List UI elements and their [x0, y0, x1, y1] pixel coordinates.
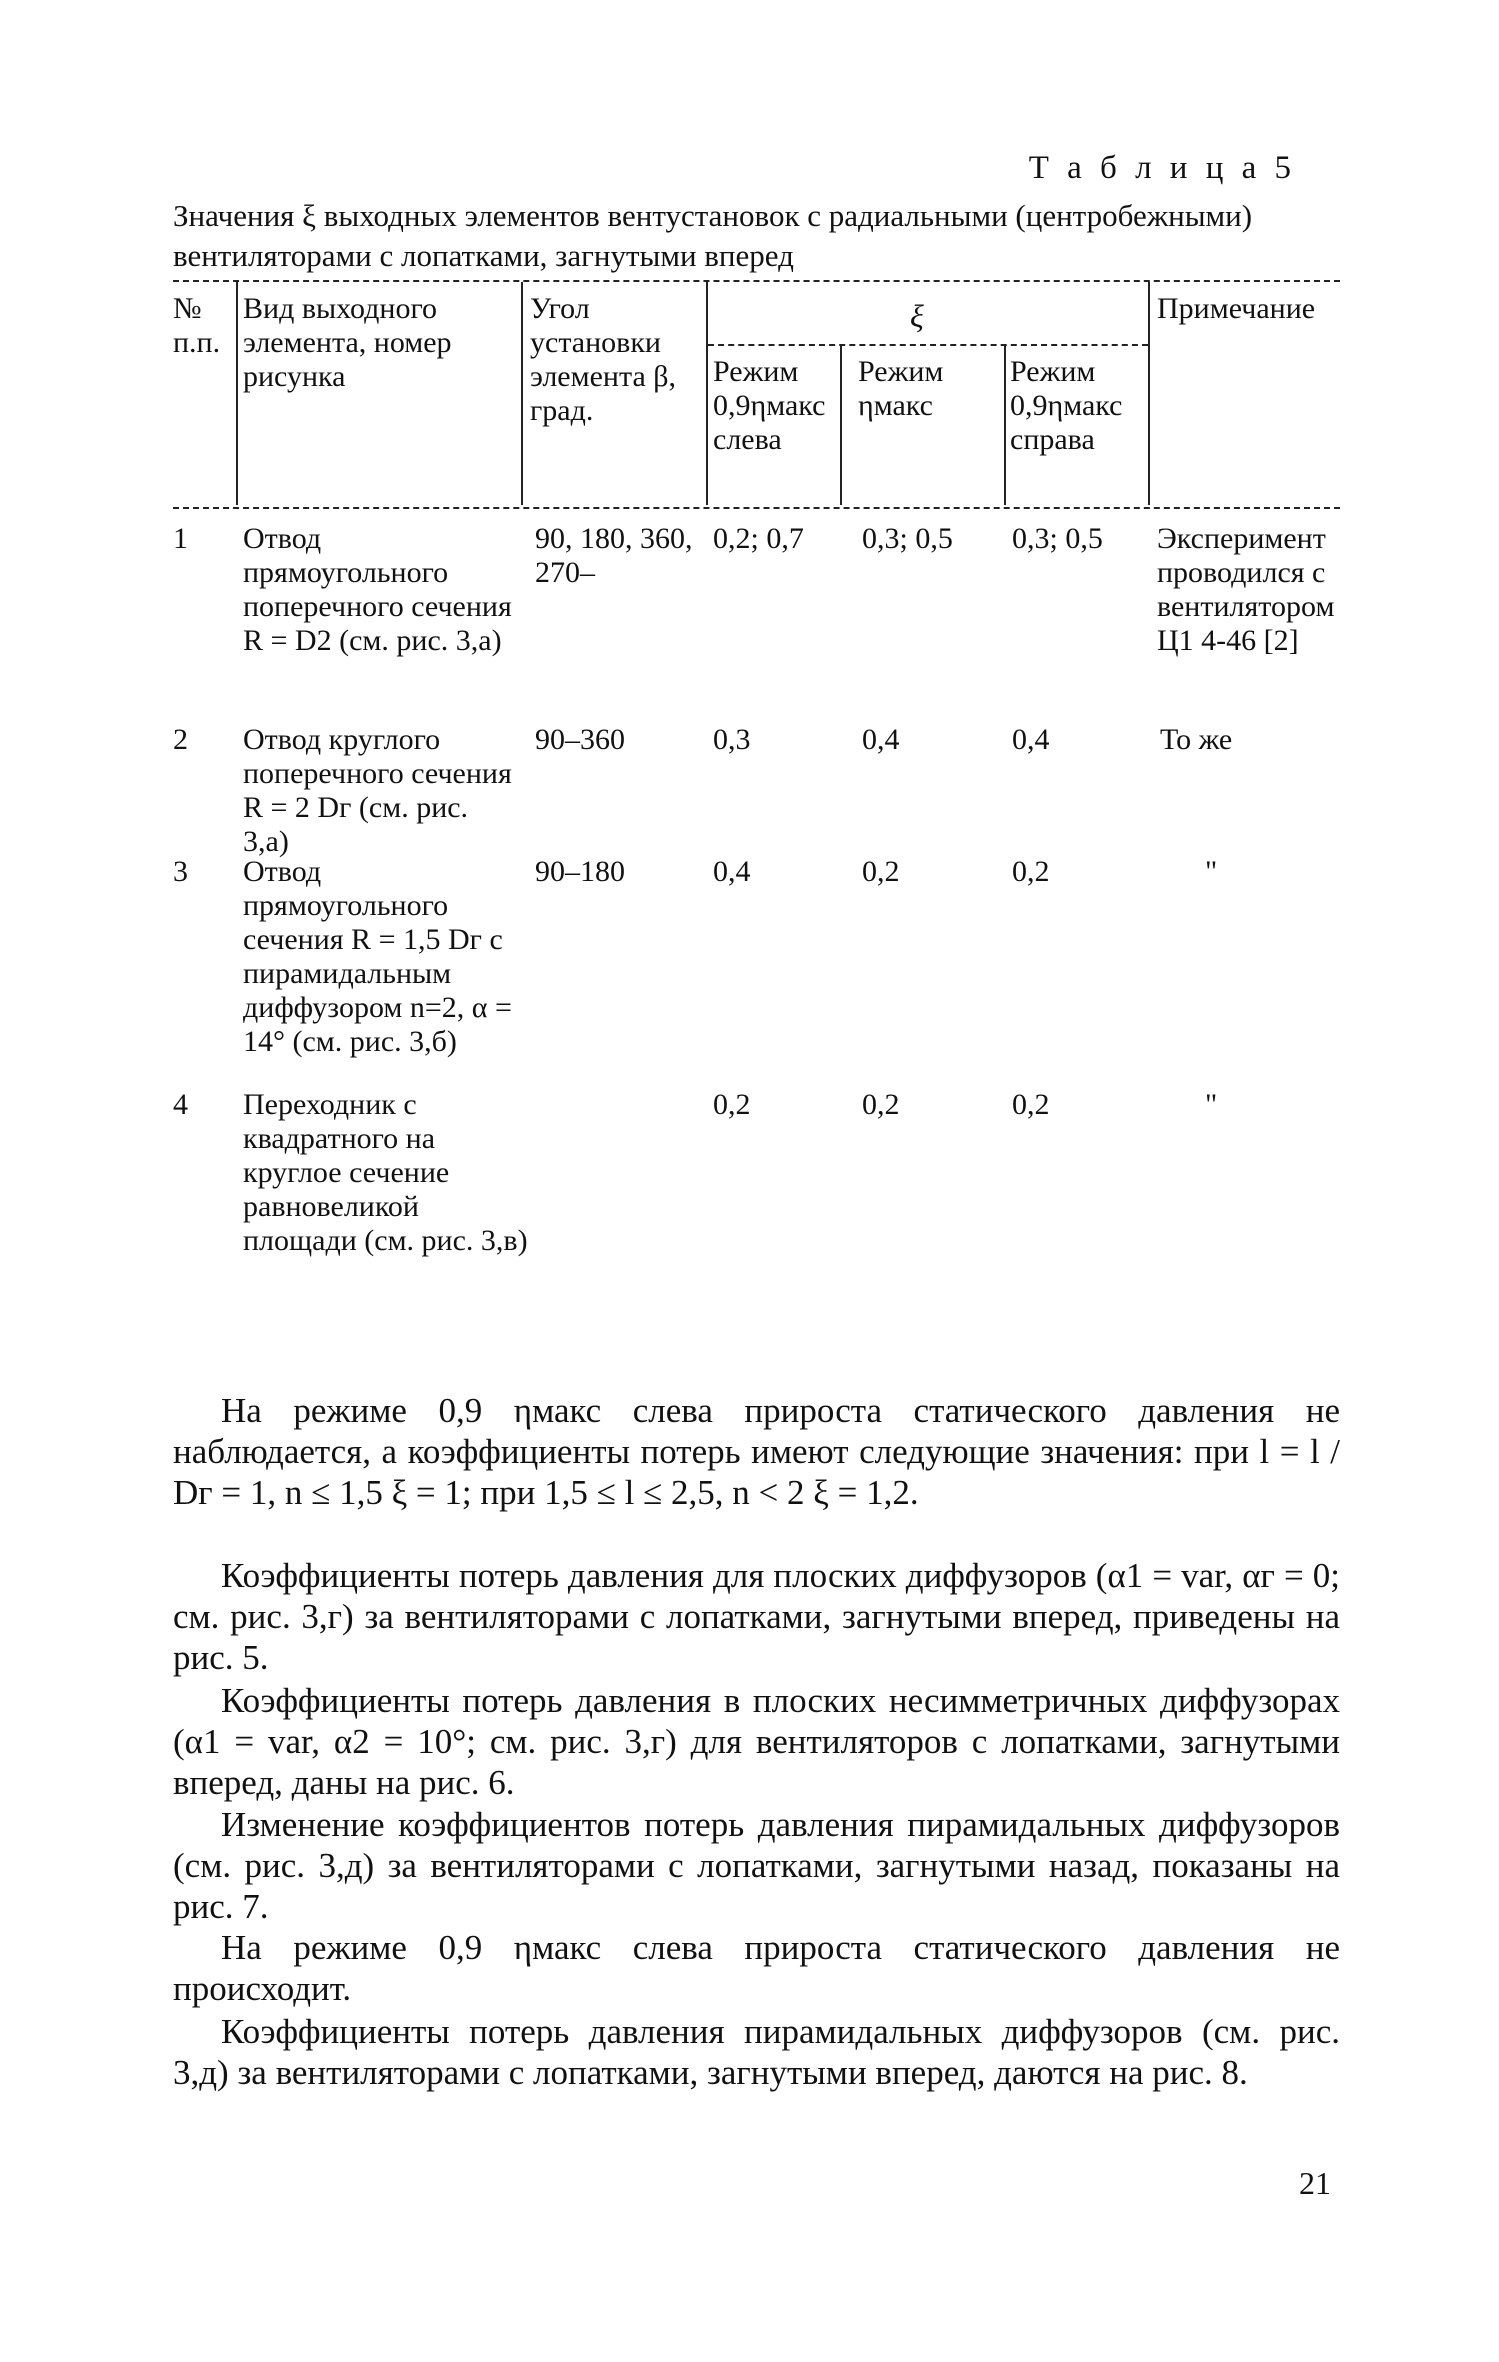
- paragraph-1: На режиме 0,9 ηмакс слева прироста статического давления не наблюдается, а коэффициенты потерь имеют следующие значения: при l = l / Dг = 1, n ≤ 1,5 ξ = 1; при 1,5 ≤ l ≤ 2,5, n < 2 ξ = 1,2.: [173, 1391, 1340, 1512]
- row-1-right: 0,3; 0,5: [1012, 522, 1103, 555]
- header-zeta: ξ: [910, 298, 924, 334]
- row-4-num: 4: [173, 1088, 188, 1121]
- row-2-max: 0,4: [862, 723, 900, 756]
- header-angle: Угол установки элемента β, град.: [530, 292, 677, 427]
- paragraph-4: Изменение коэффициентов потерь давления пирамидальных диффузоров (см. рис. 3,д) за вентиляторами с лопатками, загнутыми назад, показаны на рис. 7.: [173, 1805, 1340, 1926]
- row-3-angle: 90–180: [535, 855, 625, 888]
- header-num: № п.п.: [173, 292, 221, 359]
- row-1-angle: 90, 180, 360, 270–: [535, 522, 693, 589]
- row-1-note: Эксперимент проводился с вентилятором Ц1 4-46 [2]: [1157, 522, 1335, 657]
- zeta-subheader-rule: [708, 344, 1148, 346]
- row-4-element: Переходник с квадратного на круглое сечение равновеликой площади (см. рис. 3,в): [243, 1088, 528, 1257]
- row-3-left: 0,4: [713, 855, 751, 888]
- paragraph-2: Коэффициенты потерь давления для плоских диффузоров (α1 = var, αг = 0; см. рис. 3,г) за вентиляторами с лопатками, загнутыми вперед, приведены на рис. 5.: [173, 1556, 1340, 1677]
- row-2-num: 2: [173, 723, 188, 756]
- row-2-left: 0,3: [713, 723, 751, 756]
- row-3-right: 0,2: [1012, 855, 1050, 888]
- row-1-max: 0,3; 0,5: [862, 522, 953, 555]
- page-number: 21: [1299, 2165, 1331, 2201]
- col-divider-1: [236, 282, 238, 505]
- row-1-element: Отвод прямоугольного поперечного сечения R = D2 (см. рис. 3,а): [243, 522, 512, 657]
- row-3-element: Отвод прямоугольного сечения R = 1,5 Dг с пирамидальным диффузором n=2, α = 14° (см. рис. 3,б): [243, 855, 512, 1058]
- row-2-right: 0,4: [1012, 723, 1050, 756]
- col-divider-3: [706, 282, 708, 505]
- paragraph-6: Коэффициенты потерь давления пирамидальных диффузоров (см. рис. 3,д) за вентиляторами с лопатками, загнутыми вперед, даются на рис. 8.: [173, 2012, 1340, 2092]
- col-divider-2: [521, 282, 523, 505]
- col-divider-6: [1148, 282, 1150, 505]
- header-mode-max: Режим ηмакс: [858, 355, 944, 422]
- paragraph-5: На режиме 0,9 ηмакс слева прироста статического давления не происходит.: [173, 1928, 1340, 2008]
- row-2-note: То же: [1160, 723, 1233, 756]
- table-caption: Значения ξ выходных элементов вентустановок с радиальными (центробежными) вентиляторами с лопатками, загнутыми вперед: [173, 198, 1253, 273]
- row-1-num: 1: [173, 522, 188, 555]
- table-header-rule: [173, 507, 1340, 509]
- row-3-max: 0,2: [862, 855, 900, 888]
- row-4-right: 0,2: [1012, 1088, 1050, 1121]
- row-4-left: 0,2: [713, 1088, 751, 1121]
- header-mode-left: Режим 0,9ηмакс слева: [713, 355, 826, 456]
- paragraph-3: Коэффициенты потерь давления в плоских несимметричных диффузорах (α1 = var, α2 = 10°; см. рис. 3,г) для вентиляторов с лопатками, загнутыми вперед, даны на рис. 6.: [173, 1681, 1340, 1802]
- row-4-max: 0,2: [862, 1088, 900, 1121]
- header-mode-right: Режим 0,9ηмакс справа: [1010, 355, 1123, 456]
- header-element: Вид выходного элемента, номер рисунка: [243, 292, 452, 393]
- col-divider-5: [1004, 344, 1006, 505]
- row-4-note: ": [1205, 1088, 1218, 1121]
- row-3-num: 3: [173, 855, 188, 888]
- row-1-left: 0,2; 0,7: [713, 522, 804, 555]
- col-divider-4: [840, 344, 842, 505]
- row-2-angle: 90–360: [535, 723, 625, 756]
- row-3-note: ": [1205, 855, 1218, 888]
- header-note: Примечание: [1157, 292, 1316, 325]
- table-top-rule: [173, 280, 1340, 282]
- table-label: Т а б л и ц а 5: [1028, 150, 1296, 186]
- row-2-element: Отвод круглого поперечного сечения R = 2 Dг (см. рис. 3,а): [243, 723, 512, 858]
